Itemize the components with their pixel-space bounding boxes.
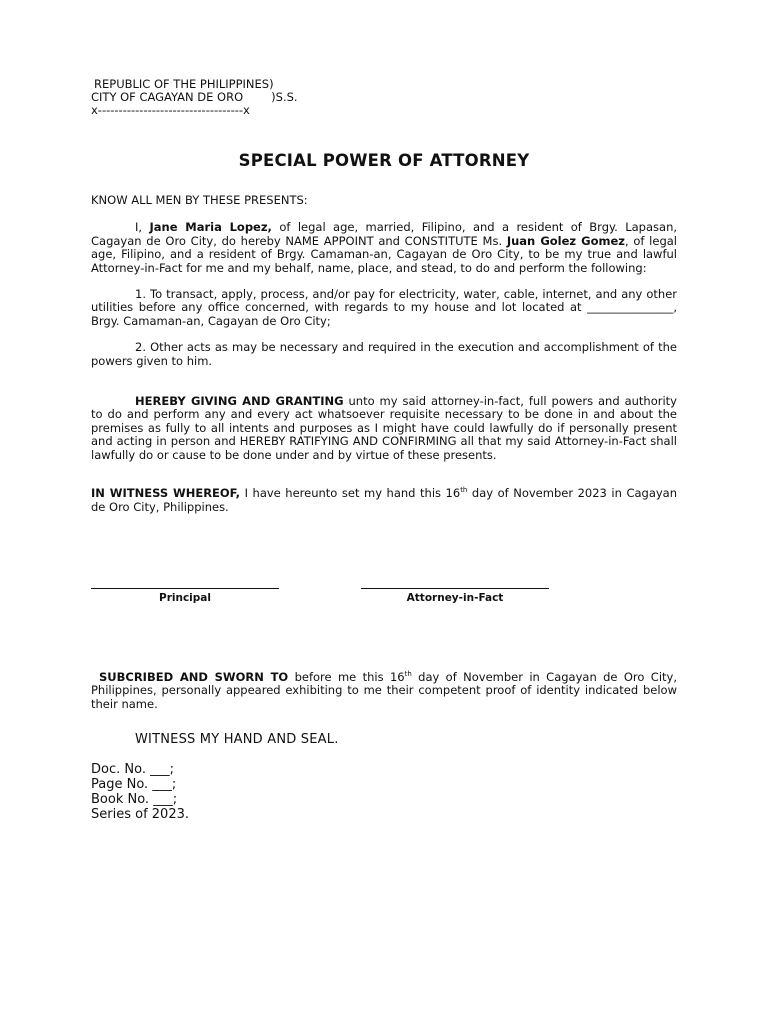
caption-republic: REPUBLIC OF THE PHILIPPINES): [94, 77, 274, 91]
granting-lead: HEREBY GIVING AND GRANTING: [135, 394, 344, 409]
para1-post: , of legal age, Filipino, and a resident of Brgy. Camaman-an, Cagayan de Oro City, to be my true and lawful Attorney-in-Fact for me and my behalf, name, place, and stead, to do and perform the following:: [91, 233, 677, 275]
caption-divider: x-----------------------------------x: [91, 103, 250, 117]
principal-name: Jane Maria Lopez,: [149, 220, 272, 235]
jurat-lead: SUBCRIBED AND SWORN TO: [99, 669, 289, 684]
witness-whereof-paragraph: [91, 487, 677, 514]
document-title: SPECIAL POWER OF ATTORNEY: [238, 151, 530, 170]
jurat-paragraph: [91, 671, 677, 711]
caption-ss: )S.S.: [271, 90, 298, 104]
appointment-paragraph: [91, 221, 677, 275]
power-item-2: 2. Other acts as may be necessary and required in the execution and accomplishment of the powers given to him.: [91, 340, 677, 368]
venue-caption: [91, 78, 677, 117]
power-item-1: 1. To transact, apply, process, and/or pay for electricity, water, cable, internet, and any other utilities before any office concerned, with regards to my house and lot located at _______________, Brgy. Camaman-an, Cagayan de Oro City;: [91, 287, 677, 328]
notarial-register: [91, 762, 677, 822]
book-no: Book No. ___;: [91, 792, 178, 808]
attorney-label: Attorney-in-Fact: [406, 591, 504, 604]
witness-ordinal: th: [460, 486, 468, 495]
para1-mid: of legal age, married, Filipino, and a resident of Brgy. Lapasan, Cagayan de Oro City, do hereby NAME APPOINT and CONSTITUTE Ms.: [91, 220, 678, 248]
witness-lead: IN WITNESS WHEREOF,: [91, 486, 241, 501]
granting-text: unto my said attorney-in-fact, full powers and authority to do and perform any and every act whatsoever requisite necessary to be done in and about the premises as fully to all intents and purposes as I might have could lawfully do if personally present and acting in person and HEREBY RATIFYING AND CONFIRMING all that my said Attorney-in-Fact shall lawfully do or cause to be done under and by virtue of these presents.: [91, 394, 677, 462]
witness-pre: I have hereunto set my hand this 16: [240, 486, 461, 501]
page-no: Page No. ___;: [91, 777, 177, 793]
jurat-ordinal: th: [404, 670, 412, 679]
principal-label: Principal: [159, 591, 211, 604]
signature-block: [91, 582, 677, 612]
witness-post: day of November 2023 in Cagayan de Oro City, Philippines.: [91, 486, 678, 514]
para1-pre: I,: [135, 220, 150, 235]
attorney-signature: [361, 582, 549, 604]
witness-hand-seal: WITNESS MY HAND AND SEAL.: [135, 732, 339, 748]
attorney-name: Juan Golez Gomez: [506, 233, 625, 248]
attorney-signature-line: [361, 588, 549, 589]
granting-paragraph: [91, 395, 677, 462]
jurat-post: day of November in Cagayan de Oro City, Philippines, personally appeared exhibiting to me their competent proof of identity indicated below their name.: [91, 669, 677, 711]
series: Series of 2023.: [91, 807, 189, 823]
document-page: [91, 78, 677, 822]
doc-no: Doc. No. ___;: [91, 762, 174, 778]
jurat-pre: before me this 16: [288, 669, 405, 684]
know-all-men: KNOW ALL MEN BY THESE PRESENTS:: [91, 193, 308, 207]
caption-city: CITY OF CAGAYAN DE ORO: [91, 90, 244, 104]
principal-signature: [91, 582, 279, 604]
principal-signature-line: [91, 588, 279, 589]
